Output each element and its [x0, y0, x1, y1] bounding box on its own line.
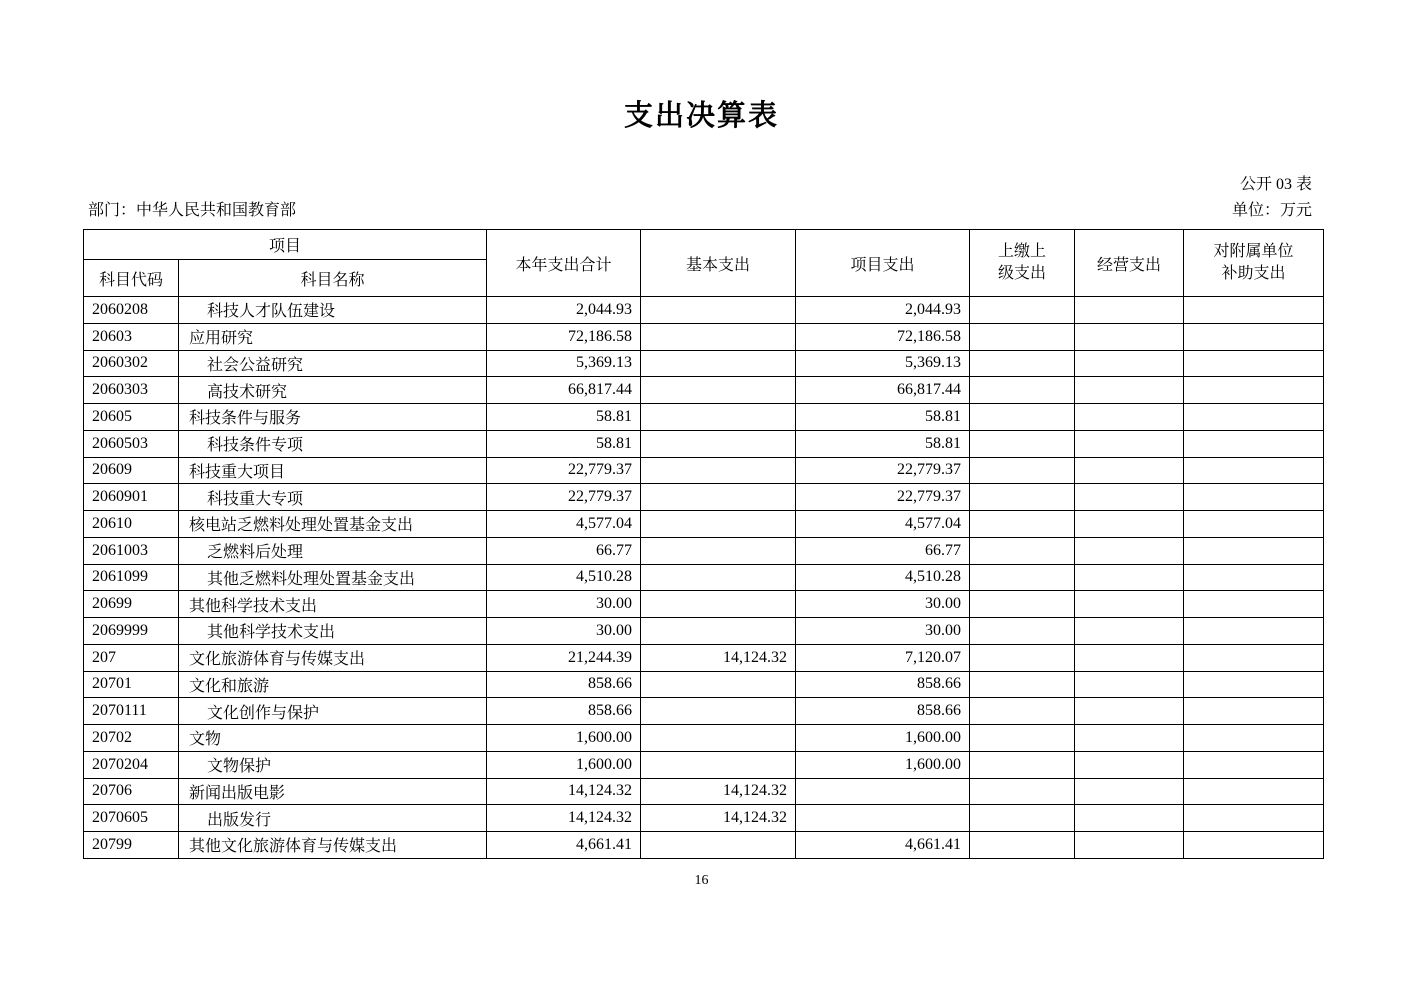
cell-year-total: 30.00 — [487, 618, 641, 645]
table-row — [84, 297, 1324, 324]
cell-year-total: 22,779.37 — [487, 484, 641, 511]
table-row — [84, 564, 1324, 591]
cell-year-total: 14,124.32 — [487, 778, 641, 805]
table-row — [84, 430, 1324, 457]
cell-subject-name: 社会公益研究 — [179, 350, 487, 377]
cell-basic-expense — [641, 457, 796, 484]
cell-subject-code: 20699 — [84, 591, 179, 618]
cell-project-expense: 22,779.37 — [796, 484, 970, 511]
cell-year-total: 4,661.41 — [487, 832, 641, 859]
cell-subject-name: 科技重大专项 — [179, 484, 487, 511]
cell-subject-name: 其他科学技术支出 — [179, 591, 487, 618]
cell-upper-payment — [970, 725, 1075, 752]
table-row — [84, 511, 1324, 538]
unit-label: 单位：万元 — [1231, 202, 1312, 219]
cell-subject-code: 20701 — [84, 671, 179, 698]
cell-project-expense: 66,817.44 — [796, 377, 970, 404]
cell-project-expense: 30.00 — [796, 591, 970, 618]
cell-subject-code: 207 — [84, 644, 179, 671]
cell-upper-payment — [970, 350, 1075, 377]
cell-basic-expense — [641, 725, 796, 752]
cell-subject-name: 出版发行 — [179, 805, 487, 832]
table-row — [84, 644, 1324, 671]
cell-subject-name: 文化创作与保护 — [179, 698, 487, 725]
cell-upper-payment — [970, 618, 1075, 645]
cell-basic-expense — [641, 751, 796, 778]
cell-subject-name: 文化和旅游 — [179, 671, 487, 698]
cell-subject-name: 其他文化旅游体育与传媒支出 — [179, 832, 487, 859]
cell-project-expense: 2,044.93 — [796, 297, 970, 324]
cell-upper-payment — [970, 484, 1075, 511]
cell-operating-expense — [1075, 430, 1184, 457]
cell-upper-payment — [970, 430, 1075, 457]
cell-affiliate-subsidy — [1184, 778, 1324, 805]
table-row — [84, 377, 1324, 404]
col-header-project-expense: 项目支出 — [796, 230, 970, 297]
cell-operating-expense — [1075, 350, 1184, 377]
cell-basic-expense — [641, 350, 796, 377]
cell-upper-payment — [970, 323, 1075, 350]
table-row — [84, 618, 1324, 645]
cell-operating-expense — [1075, 805, 1184, 832]
col-header-basic-expense: 基本支出 — [641, 230, 796, 297]
cell-subject-name: 科技条件与服务 — [179, 404, 487, 431]
cell-year-total: 1,600.00 — [487, 751, 641, 778]
col-header-affiliate-subsidy-line2: 补助支出 — [1221, 265, 1286, 282]
cell-basic-expense — [641, 511, 796, 538]
cell-basic-expense — [641, 297, 796, 324]
cell-affiliate-subsidy — [1184, 297, 1324, 324]
cell-year-total: 72,186.58 — [487, 323, 641, 350]
cell-affiliate-subsidy — [1184, 832, 1324, 859]
expenditure-table — [83, 229, 1324, 859]
cell-year-total: 66.77 — [487, 537, 641, 564]
table-row — [84, 457, 1324, 484]
cell-subject-code: 2060303 — [84, 377, 179, 404]
table-number: 公开 03 表 — [1239, 176, 1312, 193]
cell-project-expense: 7,120.07 — [796, 644, 970, 671]
cell-subject-code: 2061003 — [84, 537, 179, 564]
cell-affiliate-subsidy — [1184, 725, 1324, 752]
cell-subject-code: 20603 — [84, 323, 179, 350]
cell-project-expense: 1,600.00 — [796, 751, 970, 778]
cell-year-total: 14,124.32 — [487, 805, 641, 832]
col-header-upper-payment-line2: 级支出 — [998, 265, 1047, 282]
cell-subject-code: 2070111 — [84, 698, 179, 725]
cell-subject-code: 20605 — [84, 404, 179, 431]
cell-year-total: 21,244.39 — [487, 644, 641, 671]
cell-subject-code: 2060208 — [84, 297, 179, 324]
cell-basic-expense: 14,124.32 — [641, 778, 796, 805]
cell-subject-name: 科技重大项目 — [179, 457, 487, 484]
table-header — [84, 230, 1324, 297]
cell-upper-payment — [970, 297, 1075, 324]
cell-project-expense: 858.66 — [796, 671, 970, 698]
cell-affiliate-subsidy — [1184, 457, 1324, 484]
cell-basic-expense — [641, 537, 796, 564]
cell-operating-expense — [1075, 377, 1184, 404]
table-row — [84, 350, 1324, 377]
cell-subject-code: 2070605 — [84, 805, 179, 832]
cell-subject-code: 2060901 — [84, 484, 179, 511]
cell-basic-expense — [641, 591, 796, 618]
table-row — [84, 484, 1324, 511]
cell-subject-name: 其他科学技术支出 — [179, 618, 487, 645]
cell-upper-payment — [970, 644, 1075, 671]
cell-operating-expense — [1075, 564, 1184, 591]
cell-basic-expense: 14,124.32 — [641, 805, 796, 832]
cell-basic-expense — [641, 698, 796, 725]
cell-affiliate-subsidy — [1184, 564, 1324, 591]
cell-operating-expense — [1075, 591, 1184, 618]
cell-upper-payment — [970, 698, 1075, 725]
cell-affiliate-subsidy — [1184, 511, 1324, 538]
cell-operating-expense — [1075, 484, 1184, 511]
cell-subject-code: 2070204 — [84, 751, 179, 778]
cell-year-total: 858.66 — [487, 671, 641, 698]
col-header-upper-payment-line1: 上缴上 — [998, 243, 1047, 260]
cell-subject-name: 应用研究 — [179, 323, 487, 350]
cell-subject-name: 科技条件专项 — [179, 430, 487, 457]
cell-upper-payment — [970, 511, 1075, 538]
col-header-upper-payment — [970, 230, 1075, 297]
table-row — [84, 698, 1324, 725]
cell-subject-code: 20799 — [84, 832, 179, 859]
cell-project-expense: 858.66 — [796, 698, 970, 725]
cell-project-expense: 1,600.00 — [796, 725, 970, 752]
cell-subject-name: 新闻出版电影 — [179, 778, 487, 805]
cell-subject-name: 文化旅游体育与传媒支出 — [179, 644, 487, 671]
cell-basic-expense — [641, 323, 796, 350]
cell-subject-name: 高技术研究 — [179, 377, 487, 404]
cell-operating-expense — [1075, 511, 1184, 538]
table-row — [84, 537, 1324, 564]
cell-project-expense — [796, 778, 970, 805]
cell-upper-payment — [970, 751, 1075, 778]
cell-project-expense — [796, 805, 970, 832]
cell-affiliate-subsidy — [1184, 323, 1324, 350]
cell-operating-expense — [1075, 537, 1184, 564]
cell-project-expense: 4,510.28 — [796, 564, 970, 591]
cell-subject-code: 20610 — [84, 511, 179, 538]
cell-affiliate-subsidy — [1184, 805, 1324, 832]
cell-upper-payment — [970, 457, 1075, 484]
cell-basic-expense — [641, 377, 796, 404]
cell-subject-code: 2069999 — [84, 618, 179, 645]
meta-row — [88, 202, 1312, 220]
cell-subject-name: 乏燃料后处理 — [179, 537, 487, 564]
cell-upper-payment — [970, 832, 1075, 859]
table-row — [84, 404, 1324, 431]
cell-upper-payment — [970, 591, 1075, 618]
table-row — [84, 323, 1324, 350]
cell-project-expense: 58.81 — [796, 404, 970, 431]
cell-project-expense: 58.81 — [796, 430, 970, 457]
cell-subject-name: 文物保护 — [179, 751, 487, 778]
cell-operating-expense — [1075, 725, 1184, 752]
cell-upper-payment — [970, 537, 1075, 564]
cell-basic-expense — [641, 832, 796, 859]
cell-subject-name: 文物 — [179, 725, 487, 752]
cell-basic-expense — [641, 484, 796, 511]
cell-project-expense: 66.77 — [796, 537, 970, 564]
cell-operating-expense — [1075, 671, 1184, 698]
cell-operating-expense — [1075, 644, 1184, 671]
cell-subject-name: 其他乏燃料处理处置基金支出 — [179, 564, 487, 591]
table-row — [84, 751, 1324, 778]
cell-operating-expense — [1075, 323, 1184, 350]
cell-subject-name: 核电站乏燃料处理处置基金支出 — [179, 511, 487, 538]
cell-operating-expense — [1075, 297, 1184, 324]
page-number: 16 — [694, 872, 709, 888]
cell-affiliate-subsidy — [1184, 644, 1324, 671]
cell-affiliate-subsidy — [1184, 537, 1324, 564]
cell-year-total: 22,779.37 — [487, 457, 641, 484]
cell-upper-payment — [970, 805, 1075, 832]
cell-operating-expense — [1075, 618, 1184, 645]
cell-project-expense: 4,577.04 — [796, 511, 970, 538]
cell-affiliate-subsidy — [1184, 698, 1324, 725]
cell-upper-payment — [970, 404, 1075, 431]
cell-basic-expense — [641, 404, 796, 431]
cell-operating-expense — [1075, 698, 1184, 725]
col-header-subject-code: 科目代码 — [84, 260, 179, 297]
cell-project-expense: 22,779.37 — [796, 457, 970, 484]
cell-upper-payment — [970, 564, 1075, 591]
cell-subject-code: 2060302 — [84, 350, 179, 377]
cell-operating-expense — [1075, 778, 1184, 805]
cell-basic-expense — [641, 430, 796, 457]
cell-project-expense: 72,186.58 — [796, 323, 970, 350]
cell-affiliate-subsidy — [1184, 377, 1324, 404]
cell-affiliate-subsidy — [1184, 618, 1324, 645]
department-label: 部门：中华人民共和国教育部 — [88, 202, 297, 219]
cell-year-total: 66,817.44 — [487, 377, 641, 404]
cell-subject-code: 20702 — [84, 725, 179, 752]
cell-basic-expense — [641, 671, 796, 698]
cell-project-expense: 5,369.13 — [796, 350, 970, 377]
cell-year-total: 858.66 — [487, 698, 641, 725]
cell-project-expense: 4,661.41 — [796, 832, 970, 859]
table-row — [84, 725, 1324, 752]
cell-operating-expense — [1075, 751, 1184, 778]
col-header-affiliate-subsidy — [1184, 230, 1324, 297]
cell-year-total: 30.00 — [487, 591, 641, 618]
table-row — [84, 778, 1324, 805]
cell-affiliate-subsidy — [1184, 591, 1324, 618]
cell-affiliate-subsidy — [1184, 671, 1324, 698]
cell-upper-payment — [970, 778, 1075, 805]
col-header-project-group: 项目 — [84, 230, 487, 260]
cell-subject-code: 2060503 — [84, 430, 179, 457]
cell-basic-expense — [641, 564, 796, 591]
cell-year-total: 1,600.00 — [487, 725, 641, 752]
cell-basic-expense — [641, 618, 796, 645]
table-row — [84, 671, 1324, 698]
cell-year-total: 58.81 — [487, 430, 641, 457]
cell-year-total: 5,369.13 — [487, 350, 641, 377]
cell-affiliate-subsidy — [1184, 484, 1324, 511]
cell-affiliate-subsidy — [1184, 751, 1324, 778]
cell-affiliate-subsidy — [1184, 404, 1324, 431]
cell-operating-expense — [1075, 457, 1184, 484]
cell-basic-expense: 14,124.32 — [641, 644, 796, 671]
cell-subject-code: 20706 — [84, 778, 179, 805]
col-header-year-total: 本年支出合计 — [487, 230, 641, 297]
table-row — [84, 805, 1324, 832]
cell-year-total: 2,044.93 — [487, 297, 641, 324]
cell-affiliate-subsidy — [1184, 350, 1324, 377]
cell-subject-code: 2061099 — [84, 564, 179, 591]
table-body — [84, 297, 1324, 859]
col-header-operating-expense: 经营支出 — [1075, 230, 1184, 297]
page-title: 支出决算表 — [623, 100, 779, 132]
cell-subject-code: 20609 — [84, 457, 179, 484]
cell-operating-expense — [1075, 832, 1184, 859]
table-row — [84, 591, 1324, 618]
col-header-affiliate-subsidy-line1: 对附属单位 — [1213, 243, 1294, 260]
cell-year-total: 4,577.04 — [487, 511, 641, 538]
cell-subject-name: 科技人才队伍建设 — [179, 297, 487, 324]
col-header-subject-name: 科目名称 — [179, 260, 487, 297]
cell-affiliate-subsidy — [1184, 430, 1324, 457]
cell-year-total: 58.81 — [487, 404, 641, 431]
cell-upper-payment — [970, 377, 1075, 404]
cell-project-expense: 30.00 — [796, 618, 970, 645]
table-row — [84, 832, 1324, 859]
cell-year-total: 4,510.28 — [487, 564, 641, 591]
header-row-1 — [84, 230, 1324, 260]
cell-operating-expense — [1075, 404, 1184, 431]
cell-upper-payment — [970, 671, 1075, 698]
